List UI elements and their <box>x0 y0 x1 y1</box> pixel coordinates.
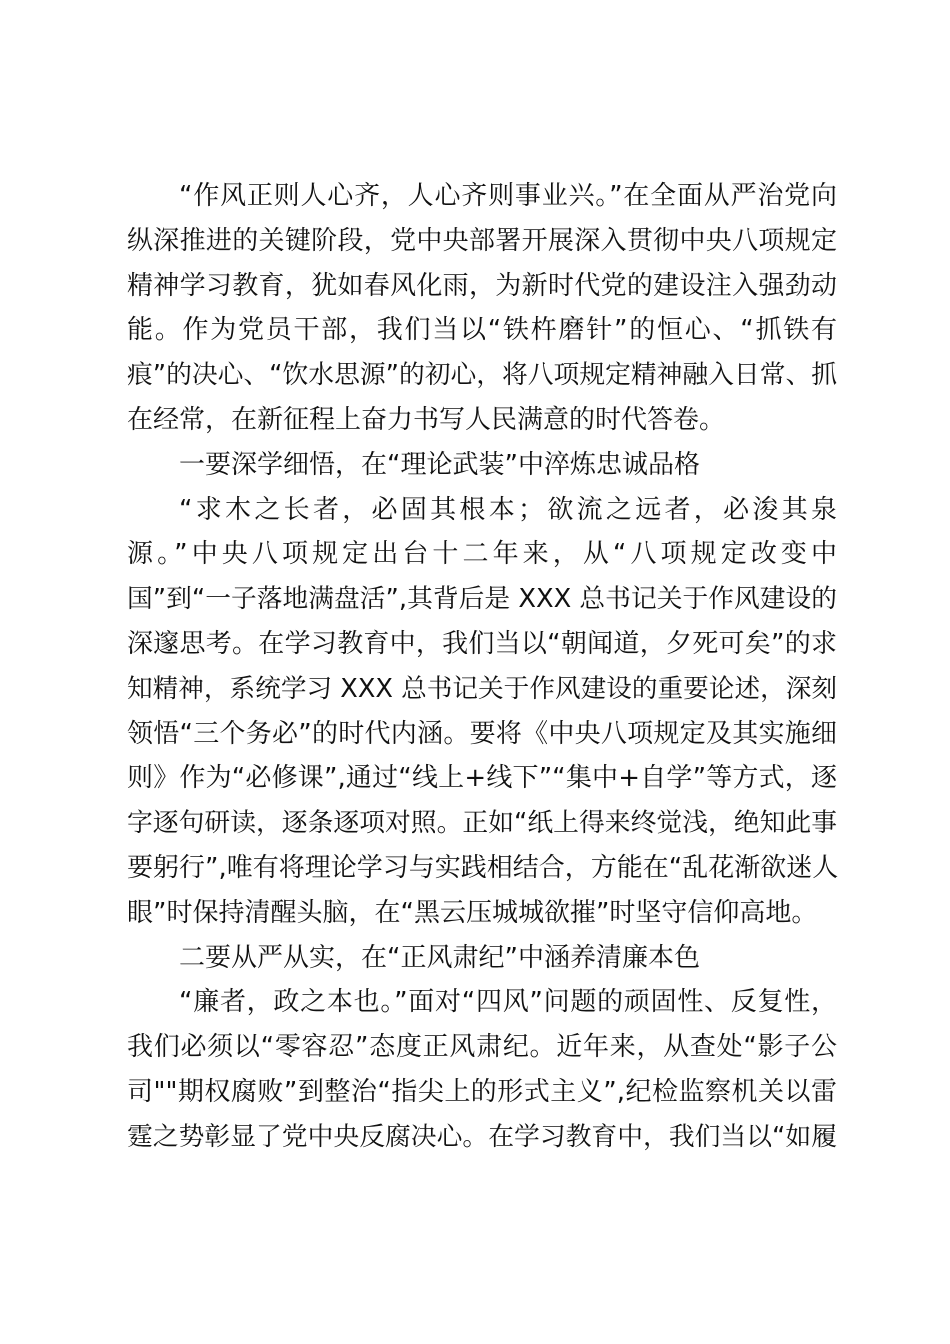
paragraph-line: 我们必须以“零容忍”态度正风肃纪。近年来，从查处“影子公 <box>127 1032 837 1063</box>
paragraph-line: 眼”时保持清醒头脑，在“黑云压城城欲摧”时坚守信仰高地。 <box>127 897 818 928</box>
paragraph-line: 痕”的决心、“饮水思源”的初心，将八项规定精神融入日常、抓 <box>127 360 837 391</box>
paragraph-line: 领悟“三个务必”的时代内涵。要将《中央八项规定及其实施细 <box>127 718 837 749</box>
paragraph-line: “作风正则人心齐，人心齐则事业兴。”在全面从严治党向 <box>179 181 837 211</box>
paragraph-line: 则》作为“必修课”,通过“线上+线下”“集中+自学”等方式，逐 <box>127 763 837 794</box>
paragraph-line: 知精神，系统学习 XXX 总书记关于作风建设的重要论述，深刻 <box>127 673 837 704</box>
paragraph-line: 在经常，在新征程上奋力书写人民满意的时代答卷。 <box>127 404 726 435</box>
paragraph-line: 字逐句研读，逐条逐项对照。正如“纸上得来终觉浅，绝知此事 <box>127 808 837 839</box>
document-body <box>127 174 837 1160</box>
paragraph-line: 深邃思考。在学习教育中，我们当以“朝闻道，夕死可矣”的求 <box>127 628 837 659</box>
paragraph-line: 纵深推进的关键阶段，党中央部署开展深入贯彻中央八项规定 <box>127 225 837 256</box>
paragraph-line: 司""期权腐败”到整治“指尖上的形式主义”,纪检监察机关以雷 <box>127 1076 837 1107</box>
paragraph-line: “求木之长者，必固其根本；欲流之远者，必浚其泉 <box>179 494 837 525</box>
paragraph-line: 国”到“一子落地满盘活”,其背后是 XXX 总书记关于作风建设的 <box>127 584 837 615</box>
paragraph-line: 霆之势彰显了党中央反腐决心。在学习教育中，我们当以“如履 <box>127 1121 837 1152</box>
section-heading: 二要从严从实，在“正风肃纪”中涵养清廉本色 <box>179 942 700 973</box>
paragraph-line: “廉者，政之本也。”面对“四风”问题的顽固性、反复性， <box>179 987 837 1018</box>
paragraph-line: 能。作为党员干部，我们当以“铁杵磨针”的恒心、“抓铁有 <box>127 315 837 346</box>
section-heading: 一要深学细悟，在“理论武装”中淬炼忠诚品格 <box>179 449 700 480</box>
paragraph-line: 精神学习教育，犹如春风化雨，为新时代党的建设注入强劲动 <box>127 270 837 301</box>
paragraph-line: 源。”中央八项规定出台十二年来，从“八项规定改变中 <box>127 539 837 570</box>
paragraph-line: 要躬行”,唯有将理论学习与实践相结合，方能在“乱花渐欲迷人 <box>127 852 839 883</box>
